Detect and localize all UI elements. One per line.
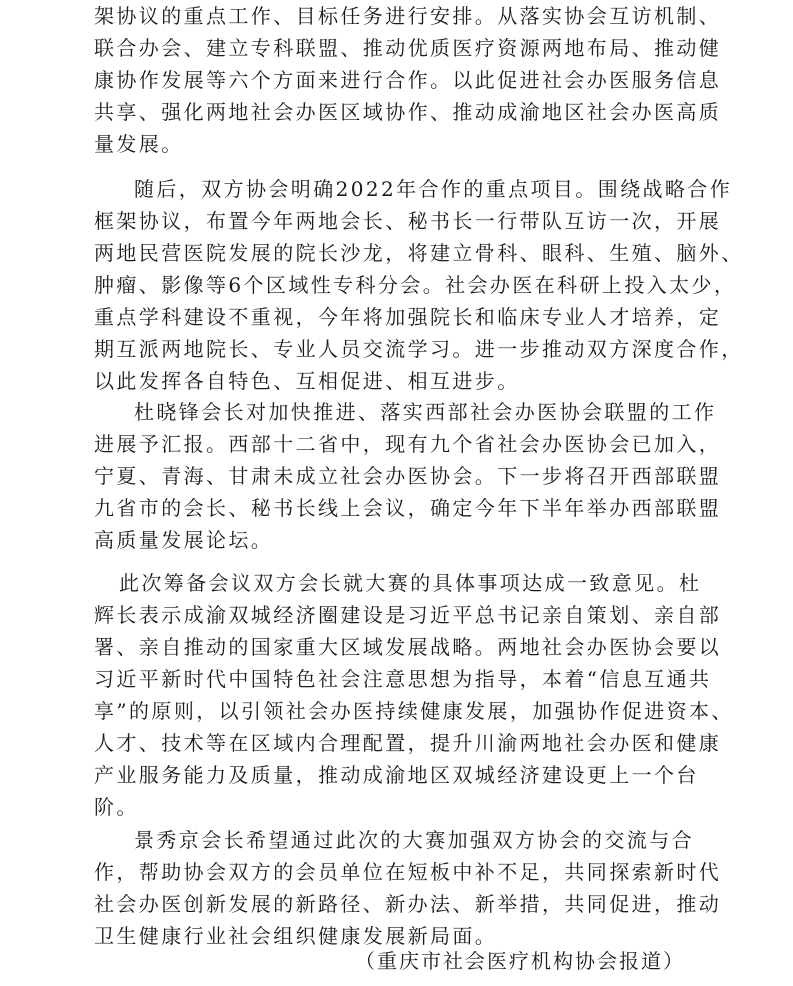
paragraph-line: 架协议的重点工作、目标任务进行安排。从落实协会互访机制、 — [94, 4, 722, 28]
paragraph-line: 共享、强化两地社会办医区域协作、推动成渝地区社会办医高质 — [94, 100, 722, 124]
paragraph-line: 署、亲自推动的国家重大区域发展战略。两地社会办医协会要以 — [94, 635, 722, 659]
paragraph-line: 宁夏、青海、甘肃未成立社会办医协会。下一步将召开西部联盟 — [94, 464, 722, 488]
paragraph-line: 康协作发展等六个方面来进行合作。以此促进社会办医服务信息 — [94, 68, 722, 92]
paragraph-line: 九省市的会长、秘书长线上会议，确定今年下半年举办西部联盟 — [94, 496, 722, 520]
paragraph-line: 随后，双方协会明确2022年合作的重点项目。围绕战略合作 — [134, 177, 733, 201]
paragraph-line: 作，帮助协会双方的会员单位在短板中补不足，共同探索新时代 — [94, 860, 722, 884]
paragraph-line: 卫生健康行业社会组织健康发展新局面。 — [94, 924, 498, 948]
paragraph-line: 阶。 — [94, 795, 139, 819]
paragraph-line: 联合办会、建立专科联盟、推动优质医疗资源两地布局、推动健 — [94, 36, 722, 60]
paragraph-line: 人才、技术等在区域内合理配置，提升川渝两地社会办医和健康 — [94, 731, 722, 755]
article-signature: （重庆市社会医疗机构协会报道） — [355, 949, 685, 973]
paragraph-line: 习近平新时代中国特色社会注意思想为指导，本着“信息互通共 — [94, 667, 712, 691]
paragraph-line: 框架协议，布置今年两地会长、秘书长一行带队互访一次，开展 — [94, 209, 722, 233]
paragraph-line: 高质量发展论坛。 — [94, 528, 274, 552]
paragraph-line: 两地民营医院发展的院长沙龙，将建立骨科、眼科、生殖、脑外、 — [94, 241, 744, 265]
paragraph-line: 享”的原则，以引领社会办医持续健康发展，加强协作促进资本、 — [94, 699, 734, 723]
paragraph-line: 进展予汇报。西部十二省中，现有九个省社会办医协会已加入， — [94, 432, 722, 456]
paragraph-line: 期互派两地院长、专业人员交流学习。进一步推动双方深度合作， — [94, 337, 744, 361]
paragraph-line: 以此发挥各自特色、互相促进、相互进步。 — [94, 369, 520, 393]
paragraph-line: 杜晓锋会长对加快推进、落实西部社会办医协会联盟的工作 — [134, 400, 717, 424]
paragraph-line: 辉长表示成渝双城经济圈建设是习近平总书记亲自策划、亲自部 — [94, 603, 722, 627]
paragraph-line: 此次筹备会议双方会长就大赛的具体事项达成一致意见。杜 — [119, 571, 702, 595]
paragraph-line: 量发展。 — [94, 132, 184, 156]
paragraph-line: 社会办医创新发展的新路径、新办法、新举措，共同促进，推动 — [94, 892, 722, 916]
paragraph-line: 重点学科建设不重视，今年将加强院长和临床专业人才培养，定 — [94, 305, 722, 329]
paragraph-line: 景秀京会长希望通过此次的大赛加强双方协会的交流与合 — [134, 828, 694, 852]
paragraph-line: 产业服务能力及质量，推动成渝地区双城经济建设更上一个台 — [94, 763, 699, 787]
paragraph-line: 肿瘤、影像等6个区域性专科分会。社会办医在科研上投入太少， — [94, 273, 737, 297]
